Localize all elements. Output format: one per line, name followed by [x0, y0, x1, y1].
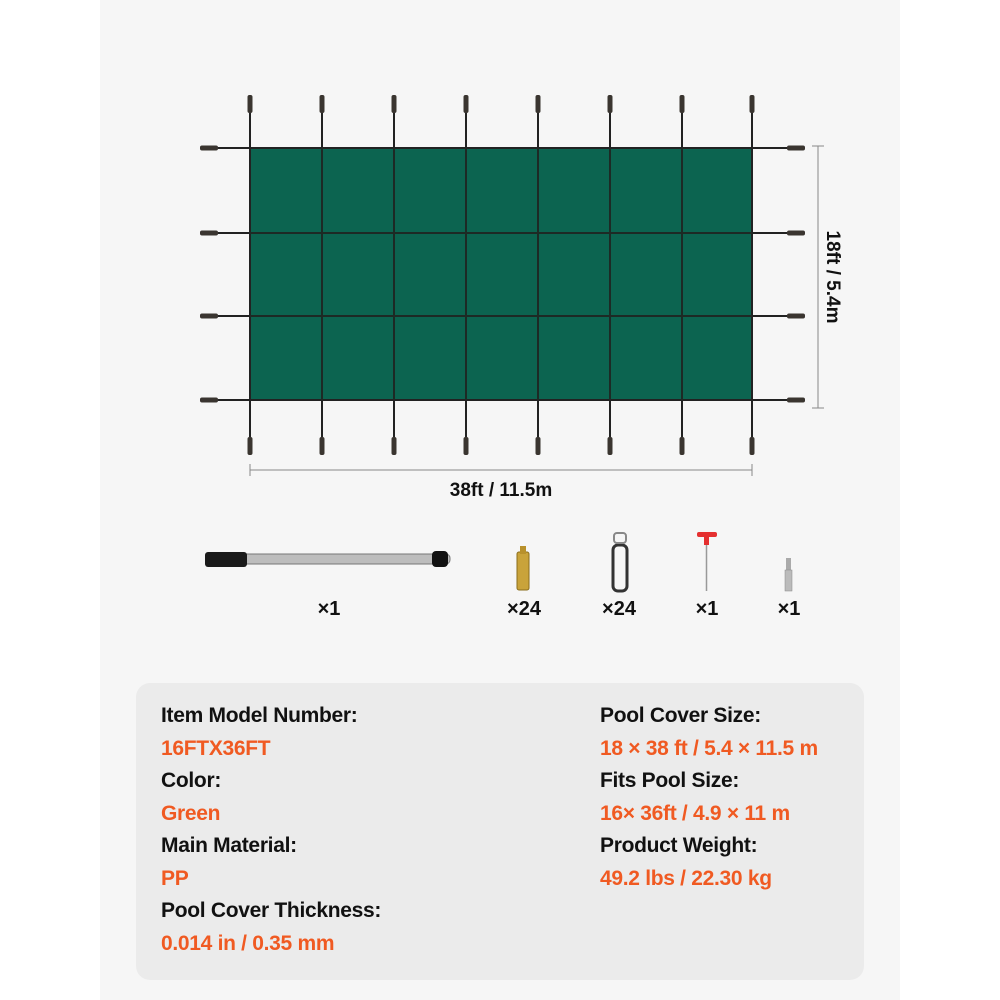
spec-column-left	[161, 700, 381, 960]
strap-anchor	[608, 437, 613, 455]
strap-anchor	[787, 398, 805, 403]
strap-anchor	[680, 95, 685, 113]
spec-value: 49.2 lbs / 22.30 kg	[600, 866, 772, 890]
height-dimension-label: 18ft / 5.4m	[822, 230, 843, 324]
spec-value: 0.014 in / 0.35 mm	[161, 931, 335, 955]
spec-label: Main Material:	[161, 834, 297, 857]
strap-anchor	[200, 398, 218, 403]
strap-anchor	[464, 95, 469, 113]
spec-column-right	[600, 700, 818, 895]
strap-anchor	[392, 95, 397, 113]
strap-anchor	[536, 437, 541, 455]
spec-label: Color:	[161, 769, 222, 792]
spec-label: Item Model Number:	[161, 704, 358, 727]
spring-image	[613, 533, 627, 591]
spec-value: 16× 36ft / 4.9 × 11 m	[600, 801, 790, 825]
spec-value: Green	[161, 801, 221, 825]
installation-rod-image	[205, 551, 450, 567]
setting-tool-image	[785, 558, 792, 591]
strap-anchor	[787, 146, 805, 151]
strap-anchor	[320, 95, 325, 113]
strap-anchor	[200, 231, 218, 236]
strap-anchor	[750, 95, 755, 113]
strap-anchor	[750, 437, 755, 455]
accessory-qty-wrench: ×1	[695, 598, 719, 620]
strap-anchor	[787, 314, 805, 319]
width-dimension-label: 38ft / 11.5m	[449, 480, 553, 501]
strap-anchor	[248, 95, 253, 113]
strap-anchor	[200, 314, 218, 319]
strap-anchor	[536, 95, 541, 113]
spec-value: PP	[161, 866, 189, 890]
t-handle-wrench-image	[697, 532, 717, 591]
accessory-qty-anchor: ×24	[507, 598, 541, 620]
spec-value: 16FTX36FT	[161, 736, 271, 760]
spec-label: Product Weight:	[600, 834, 758, 857]
accessory-qty-spring: ×24	[602, 598, 636, 620]
spec-label: Pool Cover Size:	[600, 704, 761, 727]
strap-anchor	[248, 437, 253, 455]
strap-anchor	[787, 231, 805, 236]
spec-label: Pool Cover Thickness:	[161, 899, 382, 922]
strap-anchor	[464, 437, 469, 455]
strap-anchor	[608, 95, 613, 113]
strap-anchor	[320, 437, 325, 455]
brass-anchor-image	[517, 546, 529, 590]
spec-value: 18 × 38 ft / 5.4 × 11.5 m	[600, 736, 818, 760]
pool-cover	[250, 148, 752, 400]
accessory-qty-tool: ×1	[777, 598, 801, 620]
strap-anchor	[200, 146, 218, 151]
accessory-qty-rod: ×1	[317, 598, 341, 620]
strap-anchor	[392, 437, 397, 455]
spec-label: Fits Pool Size:	[600, 769, 740, 792]
strap-anchor	[680, 437, 685, 455]
